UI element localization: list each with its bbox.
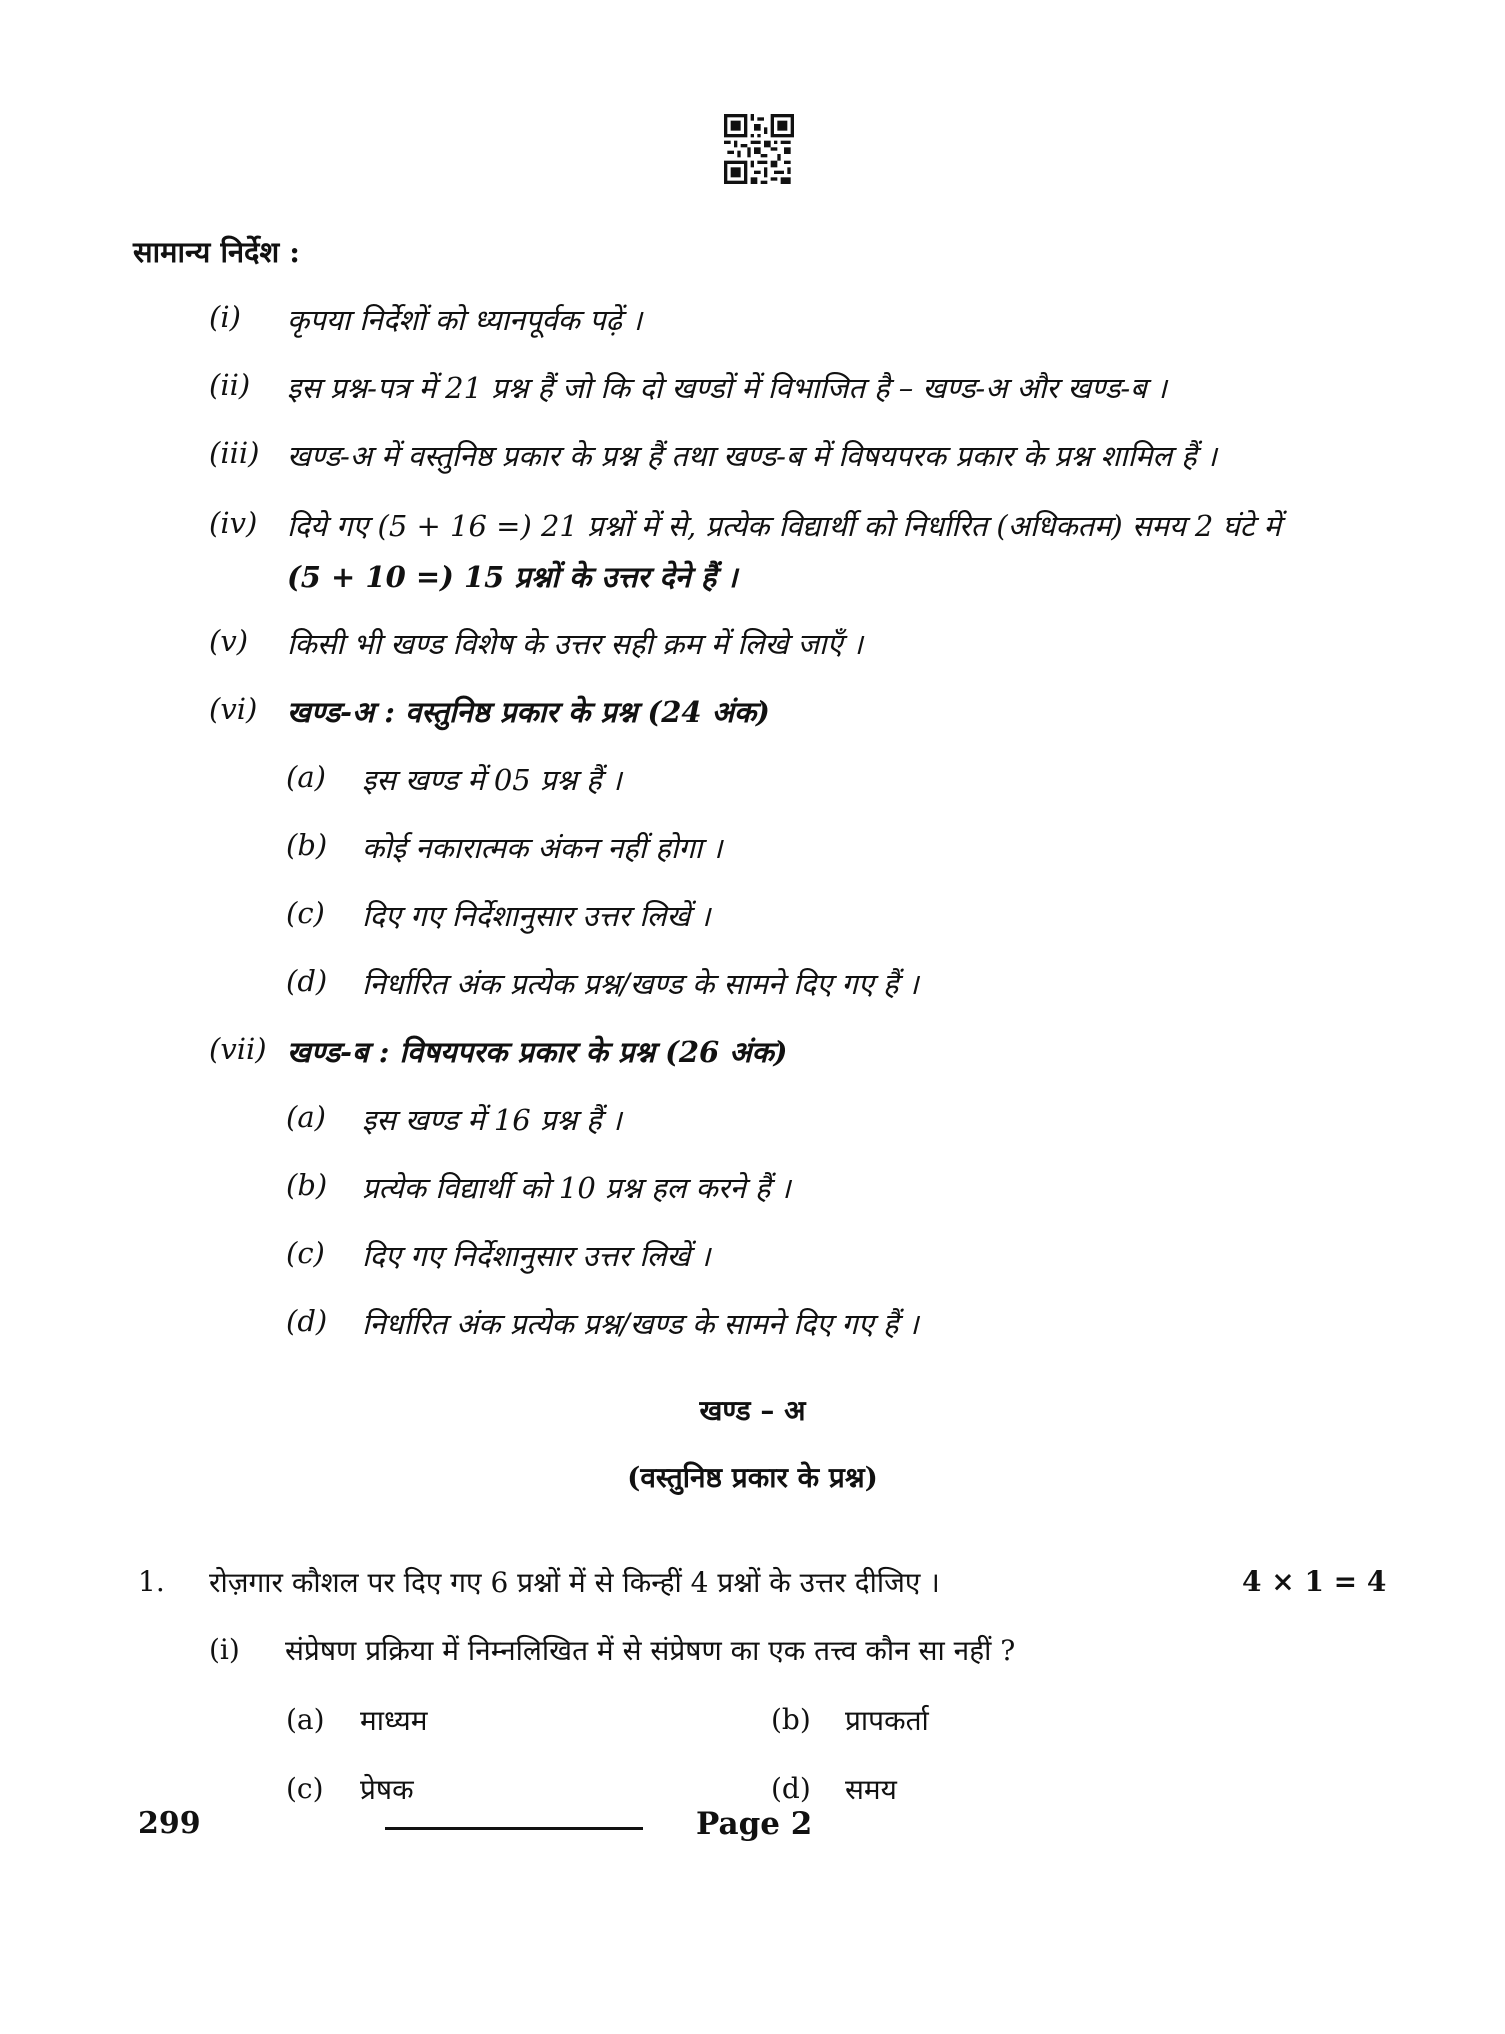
instruction-number: (vi) — [209, 692, 258, 726]
paper-code: 299 — [138, 1806, 201, 1841]
section-b-instruction-heading: खण्ड-ब : विषयपरक प्रकार के प्रश्न (26 अंक) — [287, 1035, 788, 1069]
question-marks: 4 × 1 = 4 — [1242, 1565, 1387, 1598]
instruction-text: दिये गए (5 + 16 =) 21 प्रश्नों में से, प्रत्येक विद्यार्थी को निर्धारित (अधिकतम) समय 2 घंटे में — [287, 509, 1281, 543]
sub-instruction-text: इस खण्ड में 16 प्रश्न हैं । — [362, 1103, 622, 1137]
page-number: Page 2 — [696, 1806, 813, 1842]
section-a-instruction-heading: खण्ड-अ : वस्तुनिष्ठ प्रकार के प्रश्न (24 अंक) — [287, 695, 770, 729]
option-text: समय — [845, 1773, 897, 1806]
option-label: (a) — [286, 1703, 325, 1736]
option-label: (c) — [286, 1772, 324, 1805]
sub-instruction-letter: (d) — [286, 1304, 328, 1338]
sub-instruction-letter: (c) — [286, 896, 325, 930]
sub-instruction-letter: (a) — [286, 760, 326, 794]
sub-instruction-letter: (c) — [286, 1236, 325, 1270]
instruction-number: (ii) — [209, 368, 251, 402]
sub-instruction-letter: (d) — [286, 964, 328, 998]
instruction-text-continued: (5 + 10 =) 15 प्रश्नों के उत्तर देने हैं । — [287, 560, 738, 594]
option-label: (b) — [771, 1703, 811, 1736]
section-title: खण्ड – अ — [699, 1394, 806, 1427]
sub-instruction-text: कोई नकारात्मक अंकन नहीं होगा । — [362, 831, 723, 865]
sub-instruction-text: निर्धारित अंक प्रत्येक प्रश्न/खण्ड के सामने दिए गए हैं । — [362, 967, 919, 1001]
instruction-number: (i) — [209, 300, 241, 334]
question-text: रोज़गार कौशल पर दिए गए 6 प्रश्नों में से किन्हीं 4 प्रश्नों के उत्तर दीजिए । — [209, 1566, 940, 1599]
option-text: प्रापकर्ता — [845, 1704, 929, 1737]
sub-instruction-letter: (a) — [286, 1100, 326, 1134]
instruction-number: (v) — [209, 624, 249, 658]
sub-instruction-text: इस खण्ड में 05 प्रश्न हैं । — [362, 763, 622, 797]
sub-instruction-text: प्रत्येक विद्यार्थी को 10 प्रश्न हल करने हैं । — [362, 1171, 791, 1205]
section-subtitle: (वस्तुनिष्ठ प्रकार के प्रश्न) — [627, 1461, 878, 1494]
instruction-number: (iii) — [209, 436, 260, 470]
instruction-number: (vii) — [209, 1032, 267, 1066]
option-text: प्रेषक — [360, 1773, 414, 1806]
instruction-text: खण्ड-अ में वस्तुनिष्ठ प्रकार के प्रश्न हैं तथा खण्ड-ब में विषयपरक प्रकार के प्रश्न शामिल हैं । — [287, 439, 1217, 473]
sub-question-number: (i) — [209, 1633, 240, 1666]
sub-instruction-letter: (b) — [286, 828, 328, 862]
sub-instruction-text: निर्धारित अंक प्रत्येक प्रश्न/खण्ड के सामने दिए गए हैं । — [362, 1307, 919, 1341]
option-text: माध्यम — [360, 1704, 428, 1737]
sub-instruction-letter: (b) — [286, 1168, 328, 1202]
qr-code-icon — [724, 114, 794, 184]
sub-instruction-text: दिए गए निर्देशानुसार उत्तर लिखें । — [362, 899, 711, 933]
instruction-text: कृपया निर्देशों को ध्यानपूर्वक पढ़ें । — [287, 303, 643, 337]
question-number: 1. — [138, 1565, 165, 1598]
footer-divider — [385, 1827, 643, 1830]
instruction-text: इस प्रश्न-पत्र में 21 प्रश्न हैं जो कि दो खण्डों में विभाजित है – खण्ड-अ और खण्ड-ब । — [287, 371, 1167, 405]
option-label: (d) — [771, 1772, 811, 1805]
instruction-number: (iv) — [209, 506, 258, 540]
sub-question-text: संप्रेषण प्रक्रिया में निम्नलिखित में से संप्रेषण का एक तत्त्व कौन सा नहीं ? — [285, 1634, 1016, 1667]
general-instructions-title: सामान्य निर्देश : — [133, 235, 300, 269]
sub-instruction-text: दिए गए निर्देशानुसार उत्तर लिखें । — [362, 1239, 711, 1273]
instruction-text: किसी भी खण्ड विशेष के उत्तर सही क्रम में लिखे जाएँ । — [287, 627, 863, 661]
